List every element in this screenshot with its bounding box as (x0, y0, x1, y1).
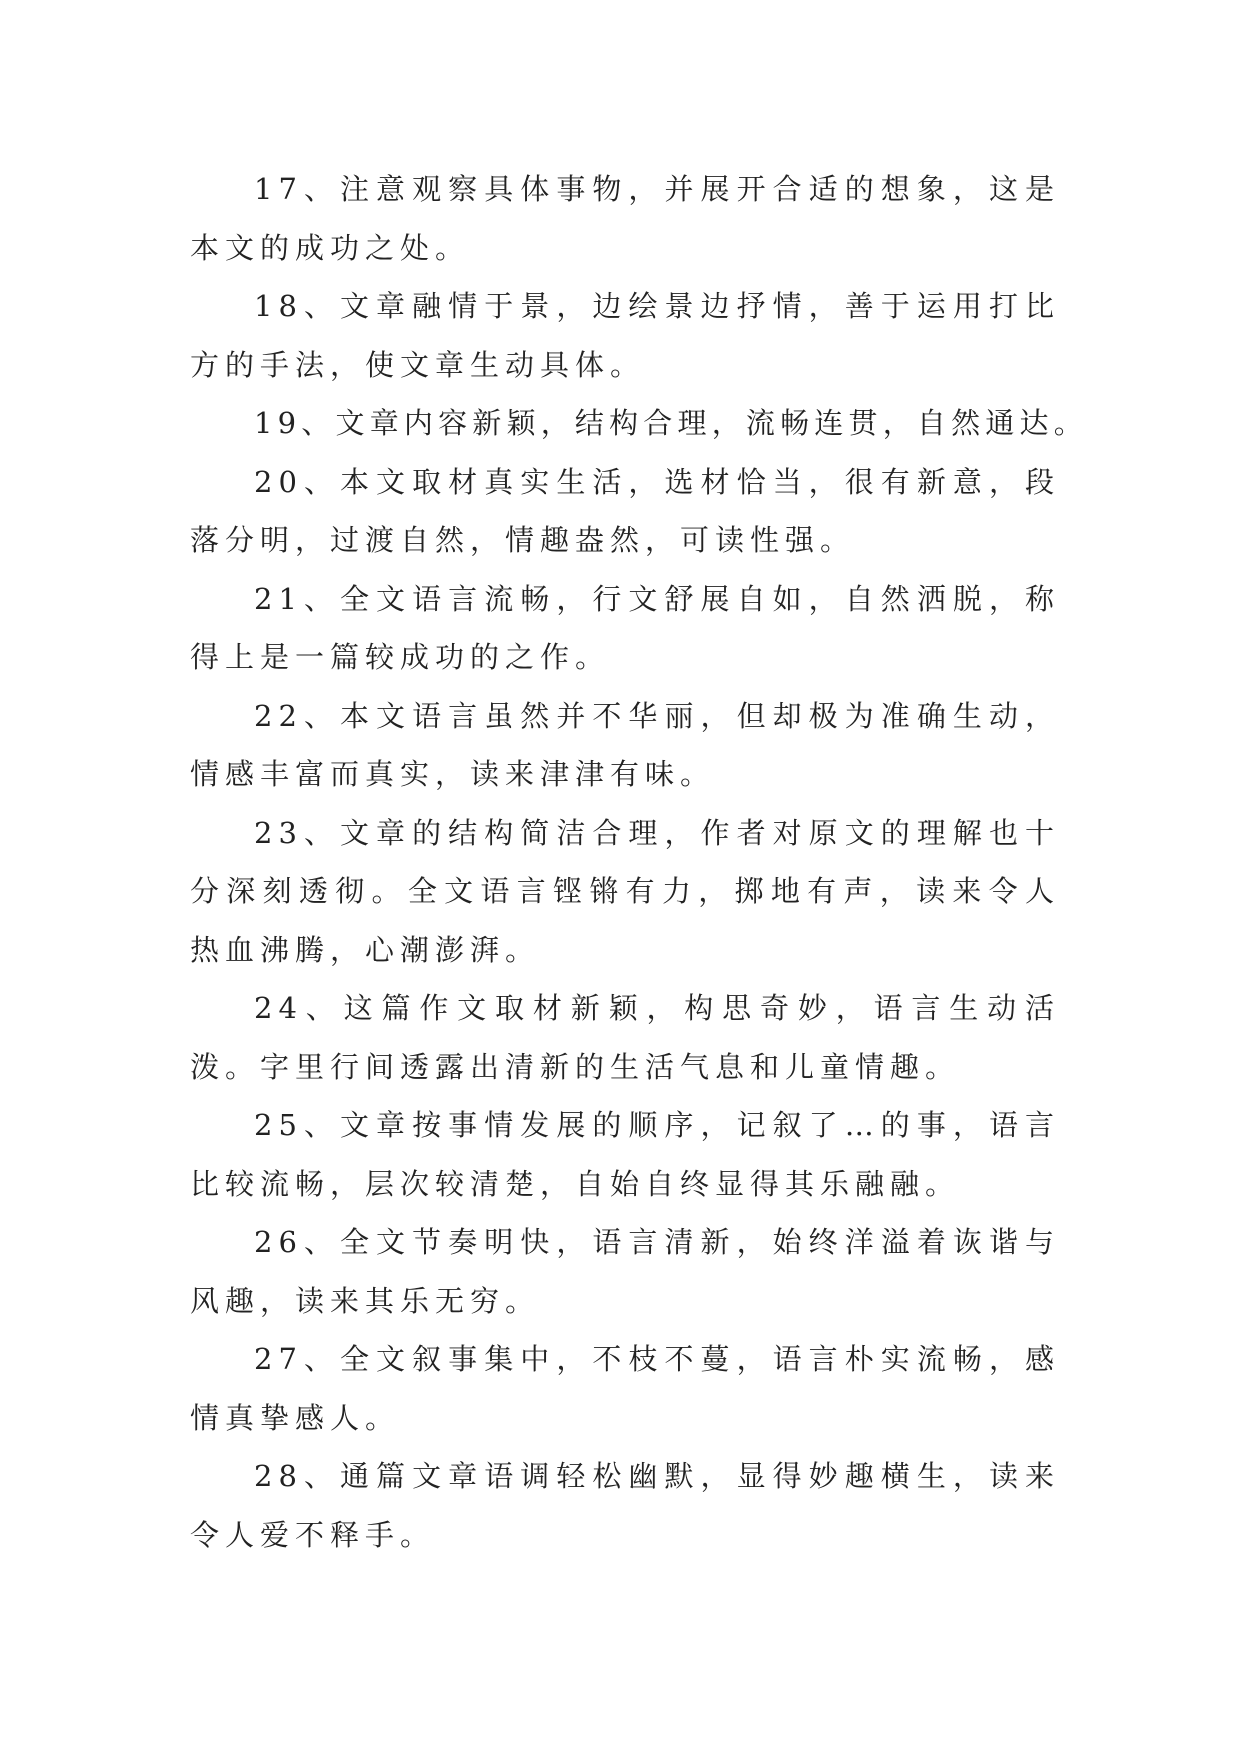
paragraph-18: 18、文章融情于景，边绘景边抒情，善于运用打比方的手法，使文章生动具体。 (190, 289, 1060, 382)
paragraph-22: 22、本文语言虽然并不华丽，但却极为准确生动，情感丰富而真实，读来津津有味。 (190, 698, 1060, 791)
paragraph-25: 25、文章按事情发展的顺序，记叙了…的事，语言比较流畅，层次较清楚，自始自终显得其乐融融。 (190, 1108, 1060, 1201)
paragraph-20: 20、本文取材真实生活，选材恰当，很有新意，段落分明，过渡自然，情趣盎然，可读性强。 (190, 464, 1060, 557)
paragraph-27: 27、全文叙事集中，不枝不蔓，语言朴实流畅，感情真挚感人。 (190, 1342, 1060, 1435)
paragraph-26: 26、全文节奏明快，语言清新，始终洋溢着诙谐与风趣，读来其乐无穷。 (190, 1225, 1060, 1318)
paragraph-19: 19、文章内容新颖，结构合理，流畅连贯，自然通达。 (254, 406, 1088, 440)
document-body (190, 160, 1088, 1564)
paragraph-21: 21、全文语言流畅，行文舒展自如，自然洒脱，称得上是一篇较成功的之作。 (190, 581, 1060, 674)
paragraph-28: 28、通篇文章语调轻松幽默，显得妙趣横生，读来令人爱不释手。 (190, 1459, 1060, 1552)
paragraph-23: 23、文章的结构简洁合理，作者对原文的理解也十分深刻透彻。全文语言铿锵有力，掷地有声，读来令人热血沸腾，心潮澎湃。 (190, 815, 1060, 967)
paragraph-17: 17、注意观察具体事物，并展开合适的想象，这是本文的成功之处。 (190, 172, 1060, 265)
paragraph-24: 24、这篇作文取材新颖，构思奇妙，语言生动活泼。字里行间透露出清新的生活气息和儿童情趣。 (190, 991, 1060, 1084)
